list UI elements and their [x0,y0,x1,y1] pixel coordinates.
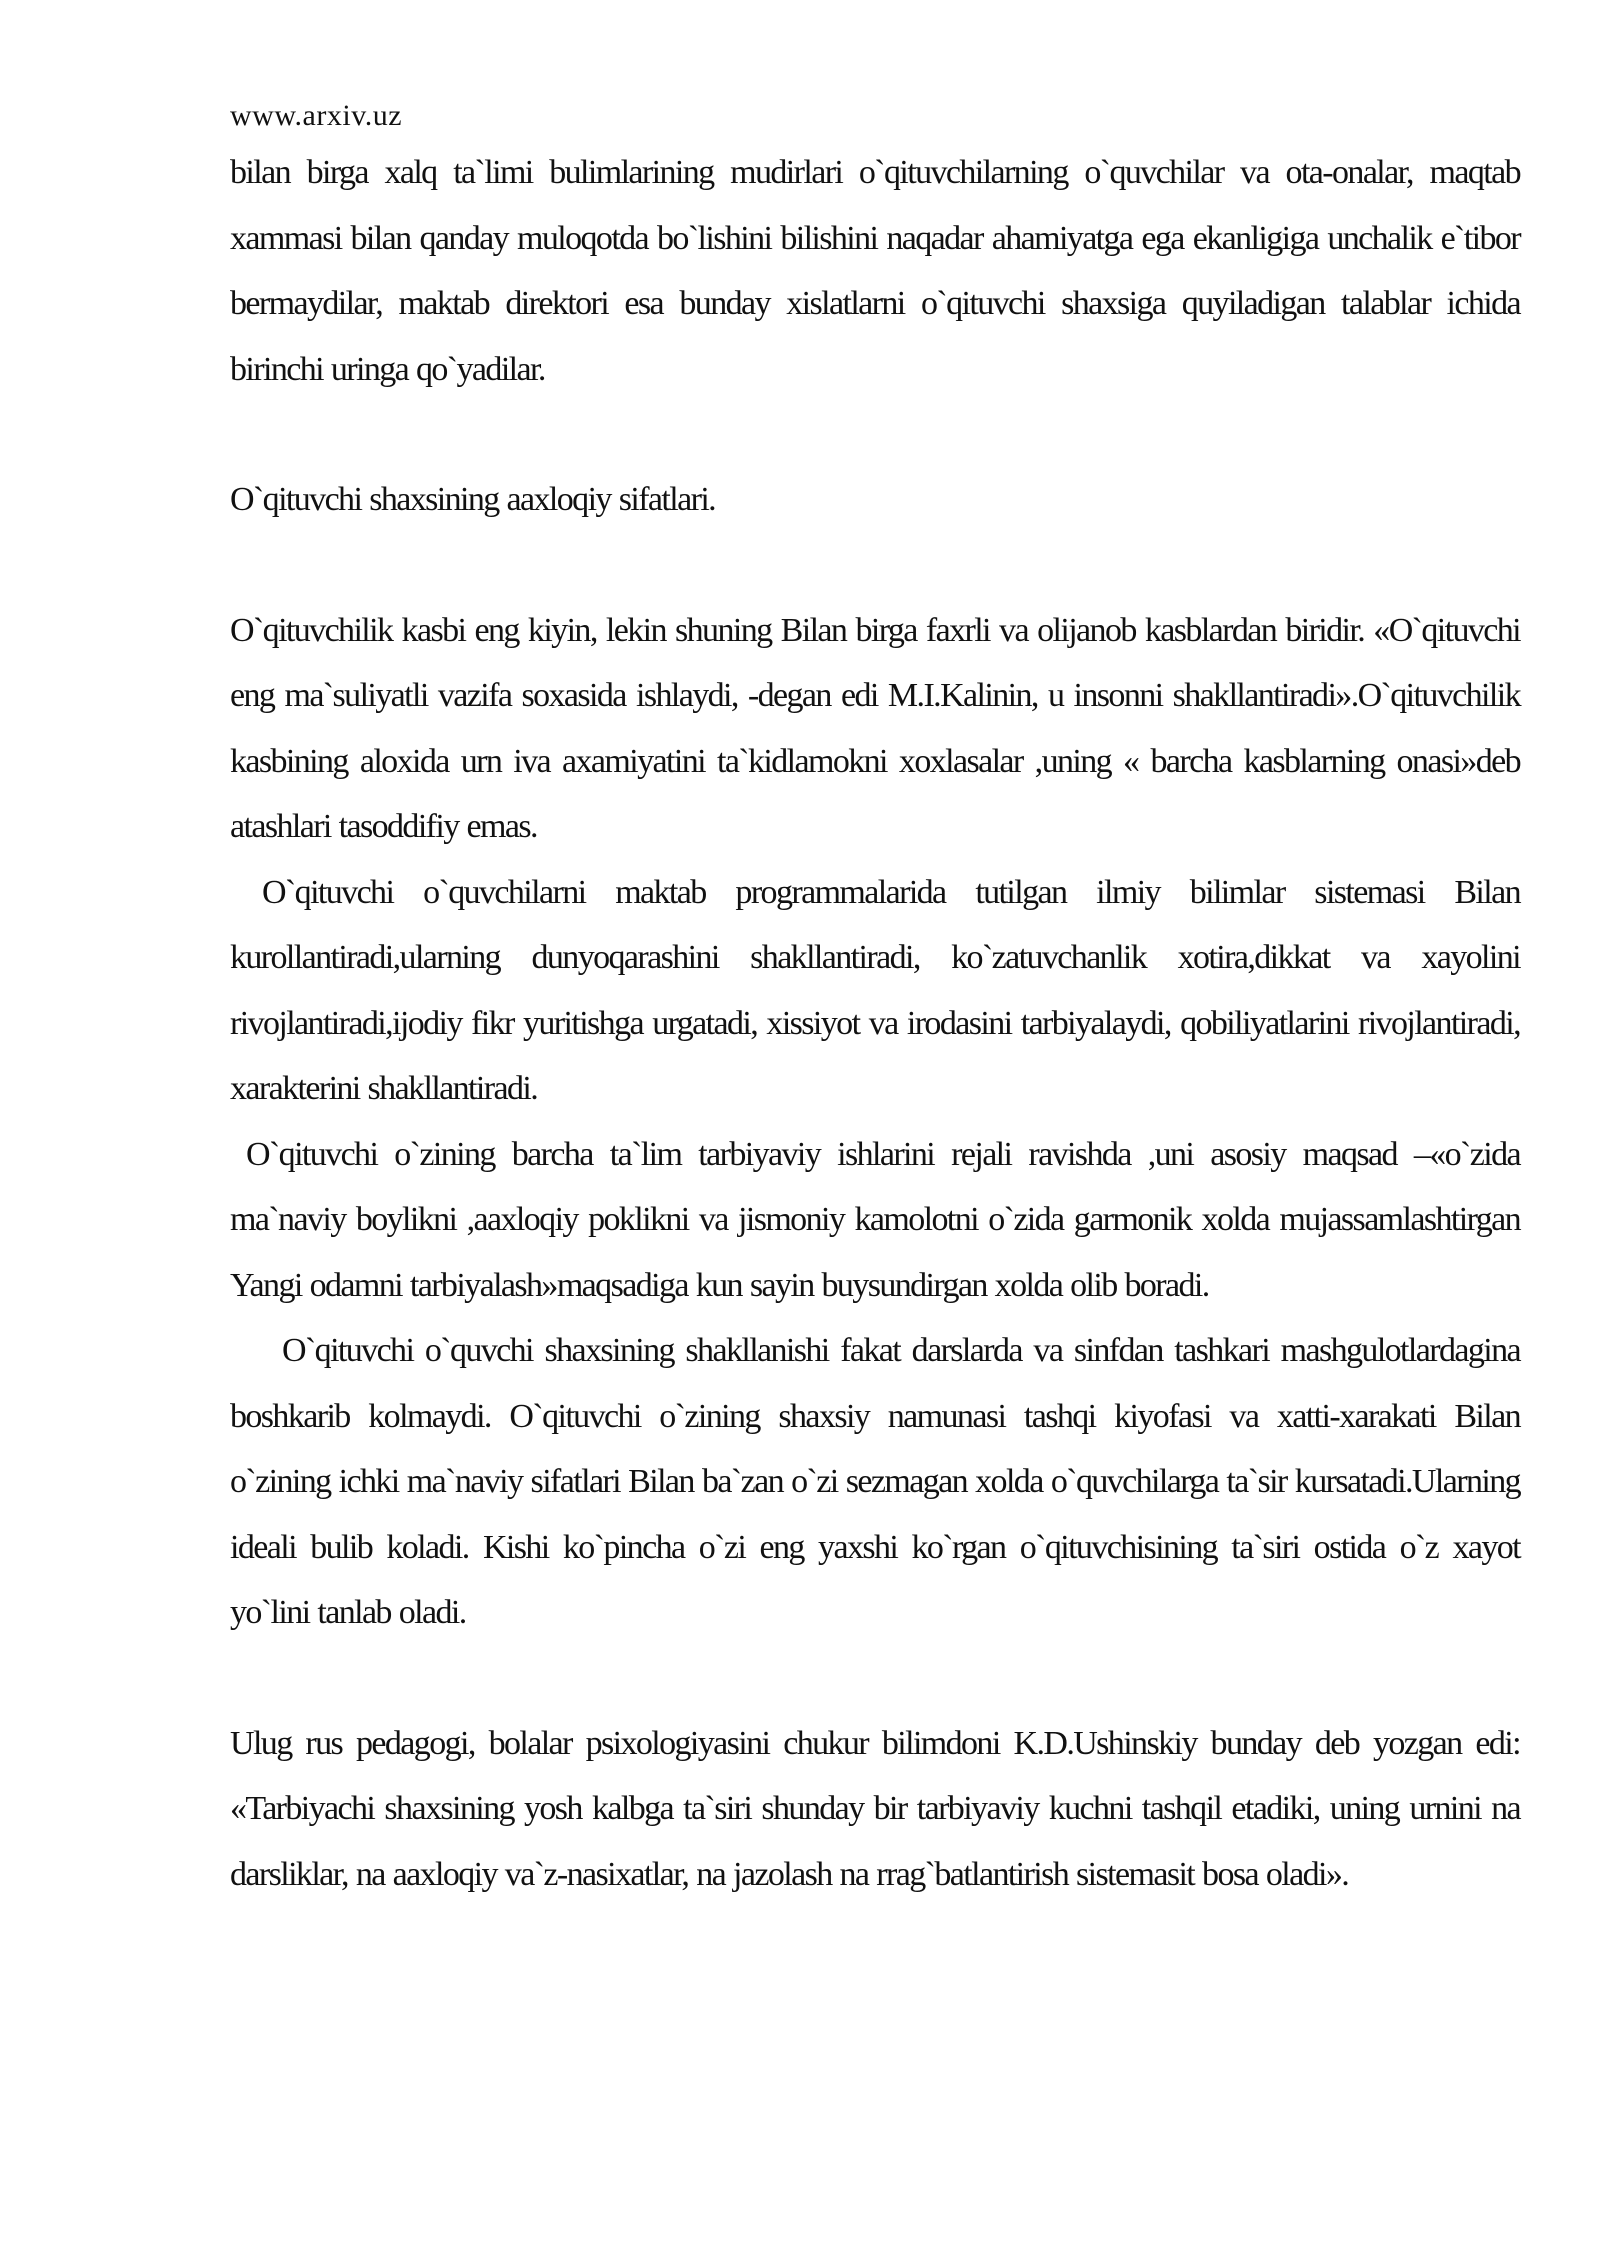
paragraph-2: O`qituvchilik kasbi eng kiyin, lekin shuning Bilan birga faxrli va olijanob kasblardan biridir. «O`qituvchi eng ma`suliyatli vazifa soxasida ishlaydi, -degan edi M.I.Kalinin, u insonni shakllantiradi».O`qituvchilik kasbining aloxida urn iva axamiyatini ta`kidlamokni xoxlasalar ,uning « barcha kasblarning onasi»deb atashlari tasoddifiy emas. [230,611,1520,845]
page-content [230,92,1520,1907]
paragraph-3: O`qituvchi o`quvchilarni maktab programmalarida tutilgan ilmiy bilimlar sistemasi Bilan kurollantiradi,ularning dunyoqarashini shakllantiradi, ko`zatuvchanlik xotira,dikkat va xayolini rivojlantiradi,ijodiy fikr yuritishga urgatadi, xissiyot va irodasini tarbiyalaydi, qobiliyatlarini rivojlantiradi, xarakterini shakllantiradi. [230,873,1520,1107]
paragraph-5: O`qituvchi o`quvchi shaxsining shakllanishi fakat darslarda va sinfdan tashkari mashgulotlardagina boshkarib kolmaydi. O`qituvchi o`zining shaxsiy namunasi tashqi kiyofasi va xatti-xarakati Bilan o`zining ichki ma`naviy sifatlari Bilan ba`zan o`zi sezmagan xolda o`quvchilarga ta`sir kursatadi.Ularning ideali bulib koladi. Kishi ko`pincha o`zi eng yaxshi ko`rgan o`qituvchisining ta`siri ostida o`z xayot yo`lini tanlab oladi. [230,1332,1520,1631]
section-heading: O`qituvchi shaxsining aaxloqiy sifatlari. [230,481,716,518]
spacer [230,1646,1520,1711]
spacer [230,533,1520,598]
paragraph-4: O`qituvchi o`zining barcha ta`lim tarbiyaviy ishlarini rejali ravishda ,uni asosiy maqsad –«o`zida ma`naviy boylikni ,aaxloqiy poklikni va jismoniy kamolotni o`zida garmonik xolda mujassamlashtirgan Yangi odamni tarbiyalash»maqsadiga kun sayin buysundirgan xolda olib boradi. [230,1135,1520,1304]
paragraph-6: Ulug rus pedagogi, bolalar psixologiyasini chukur bilimdoni K.D.Ushinskiy bunday deb yozgan edi: «Tarbiyachi shaxsining yosh kalbga ta`siri shunday bir tarbiyaviy kuchni tashqil etadiki, uning urnini na darsliklar, na aaxloqiy va`z-nasixatlar, na jazolash na rrag`batlantirish sistemasit bosa oladi». [230,1724,1520,1893]
site-url: www.arxiv.uz [230,99,403,132]
paragraph-1: bilan birga xalq ta`limi bulimlarining mudirlari o`qituvchilarning o`quvchilar va ota-onalar, maqtab xammasi bilan qanday muloqotda bo`lishini bilishini naqadar ahamiyatga ega ekanligiga unchalik e`tibor bermaydilar, maktab direktori esa bunday xislatlarni o`qituvchi shaxsiga quyiladigan talablar ichida birinchi uringa qo`yadilar. [230,154,1520,388]
spacer [230,402,1520,467]
